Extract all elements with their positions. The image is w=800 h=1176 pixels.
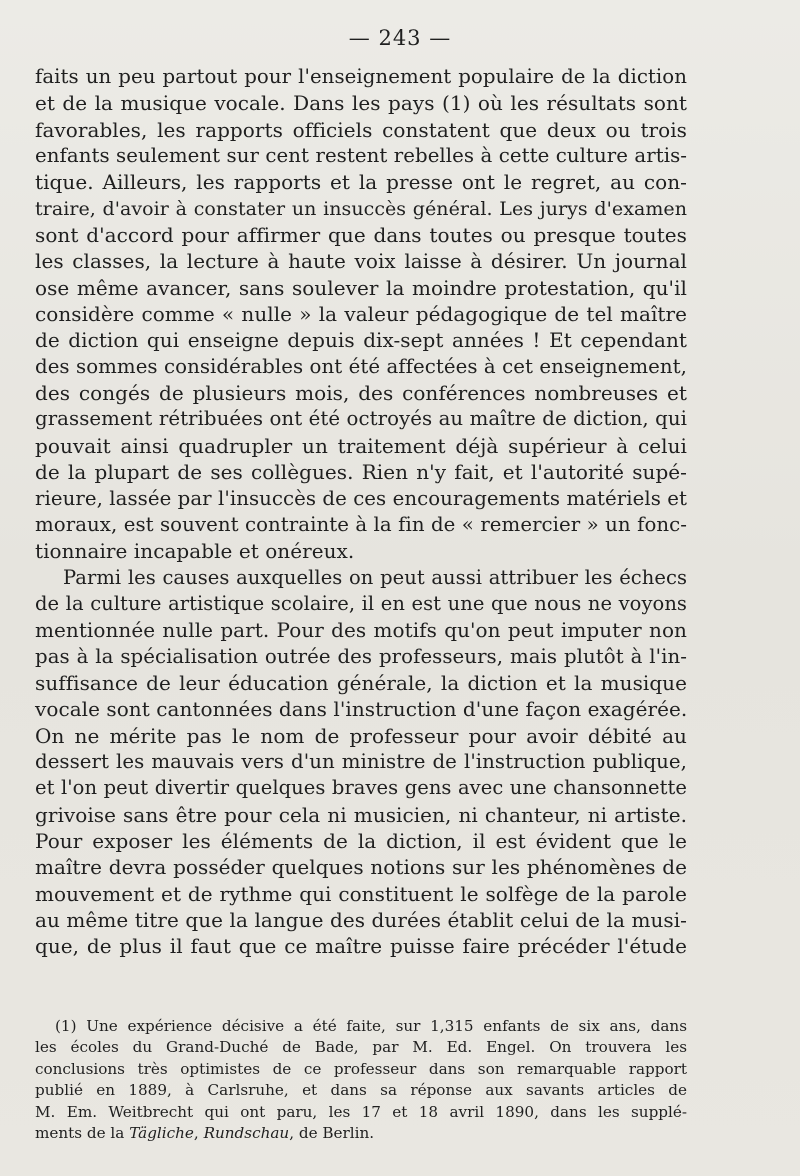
footnote-line: les écoles du Grand-Duché de Bade, par M. Ed. Engel. On trouvera les xyxy=(35,1038,687,1057)
text-line: au même titre que la langue des durées établit celui de la musi- xyxy=(35,908,687,932)
text-line: mentionnée nulle part. Pour des motifs qu'on peut imputer non xyxy=(35,618,687,643)
journal-title-1: Tägliche xyxy=(129,1123,194,1142)
text-line: maître devra posséder quelques notions sur les phénomènes de xyxy=(35,855,687,880)
footnote-text: ments de la xyxy=(35,1123,130,1142)
text-line: Pour exposer les éléments de la diction, il est évident que le xyxy=(35,828,687,853)
body-text xyxy=(35,64,687,960)
text-line: sont d'accord pour affirmer que dans toutes ou presque toutes xyxy=(35,223,687,248)
text-line: dessert les mauvais vers d'un ministre de l'instruction publique, xyxy=(35,749,687,773)
text-line-paragraph-start: Parmi les causes auxquelles on peut aussi attribuer les échecs xyxy=(63,565,687,589)
text-line: que, de plus il faut que ce maître puisse faire précéder l'étude xyxy=(35,934,687,959)
text-line: grivoise sans être pour cela ni musicien, ni chanteur, ni artiste. xyxy=(35,802,687,827)
text-line: moraux, est souvent contrainte à la fin de « remercier » un fonc- xyxy=(35,512,687,536)
text-line: vocale sont cantonnées dans l'instruction d'une façon exagérée. xyxy=(35,697,688,722)
text-line: pouvait ainsi quadrupler un traitement déjà supérieur à celui xyxy=(35,433,687,458)
text-line: faits un peu partout pour l'enseignement populaire de la diction xyxy=(35,65,687,88)
text-line: de diction qui enseigne depuis dix-sept années ! Et cependant xyxy=(35,328,687,353)
text-line: suffisance de leur éducation générale, la diction et la musique xyxy=(35,670,687,695)
text-line: tique. Ailleurs, les rapports et la presse ont le regret, au con- xyxy=(35,170,687,195)
text-line: grassement rétribuées ont été octroyés au maître de diction, qui xyxy=(35,407,687,431)
text-line: pas à la spécialisation outrée des professeurs, mais plutôt à l'in- xyxy=(35,644,687,668)
text-line: et l'on peut divertir quelques braves gens avec une chansonnette xyxy=(35,776,687,800)
text-line: ose même avancer, sans soulever la moindre protestation, qu'il xyxy=(35,275,687,300)
text-line: de la plupart de ses collègues. Rien n'y fait, et l'autorité supé- xyxy=(35,460,687,485)
footnote-line: M. Em. Weitbrecht qui ont paru, les 17 et 18 avril 1890, dans les supplé- xyxy=(35,1102,687,1121)
text-line: les classes, la lecture à haute voix laisse à désirer. Un journal xyxy=(35,249,687,274)
journal-title-2: Rundschau xyxy=(203,1123,290,1142)
text-line: et de la musique vocale. Dans les pays (1) où les résultats sont xyxy=(35,91,687,116)
footnotes xyxy=(35,1016,687,1144)
text-line: mouvement et de rythme qui constituent le solfège de la parole xyxy=(35,881,687,906)
text-line: considère comme « nulle » la valeur pédagogique de tel maître xyxy=(35,302,687,327)
text-line: favorables, les rapports officiels constatent que deux ou trois xyxy=(35,117,687,142)
footnote-line: publié en 1889, à Carlsruhe, et dans sa réponse aux savants articles de xyxy=(35,1081,687,1100)
text-line: enfants seulement sur cent restent rebelles à cette culture artis- xyxy=(35,144,687,168)
text-line: des congés de plusieurs mois, des conférences nombreuses et xyxy=(35,381,687,406)
footnote-end: , de Berlin. xyxy=(289,1123,375,1142)
text-line: On ne mérite pas le nom de professeur pour avoir débité au xyxy=(35,723,687,748)
text-line: rieure, lassée par l'insuccès de ces encouragements matériels et xyxy=(35,486,687,510)
text-line: de la culture artistique scolaire, il en est une que nous ne voyons xyxy=(35,591,687,615)
footnote-line: (1) Une expérience décisive a été faite, sur 1,315 enfants de six ans, dans xyxy=(55,1017,687,1035)
text-line-paragraph-end: tionnaire incapable et onéreux. xyxy=(35,539,355,564)
footnote-line-last xyxy=(35,1123,687,1144)
text-line: traire, d'avoir à constater un insuccès général. Les jurys d'examen xyxy=(35,197,687,220)
text-line: des sommes considérables ont été affectées à cet enseignement, xyxy=(35,354,687,378)
footnote-line: conclusions très optimistes de ce professeur dans son remarquable rapport xyxy=(35,1059,687,1078)
journal-separator: , xyxy=(193,1123,204,1142)
page-number: — 243 — xyxy=(348,26,452,50)
